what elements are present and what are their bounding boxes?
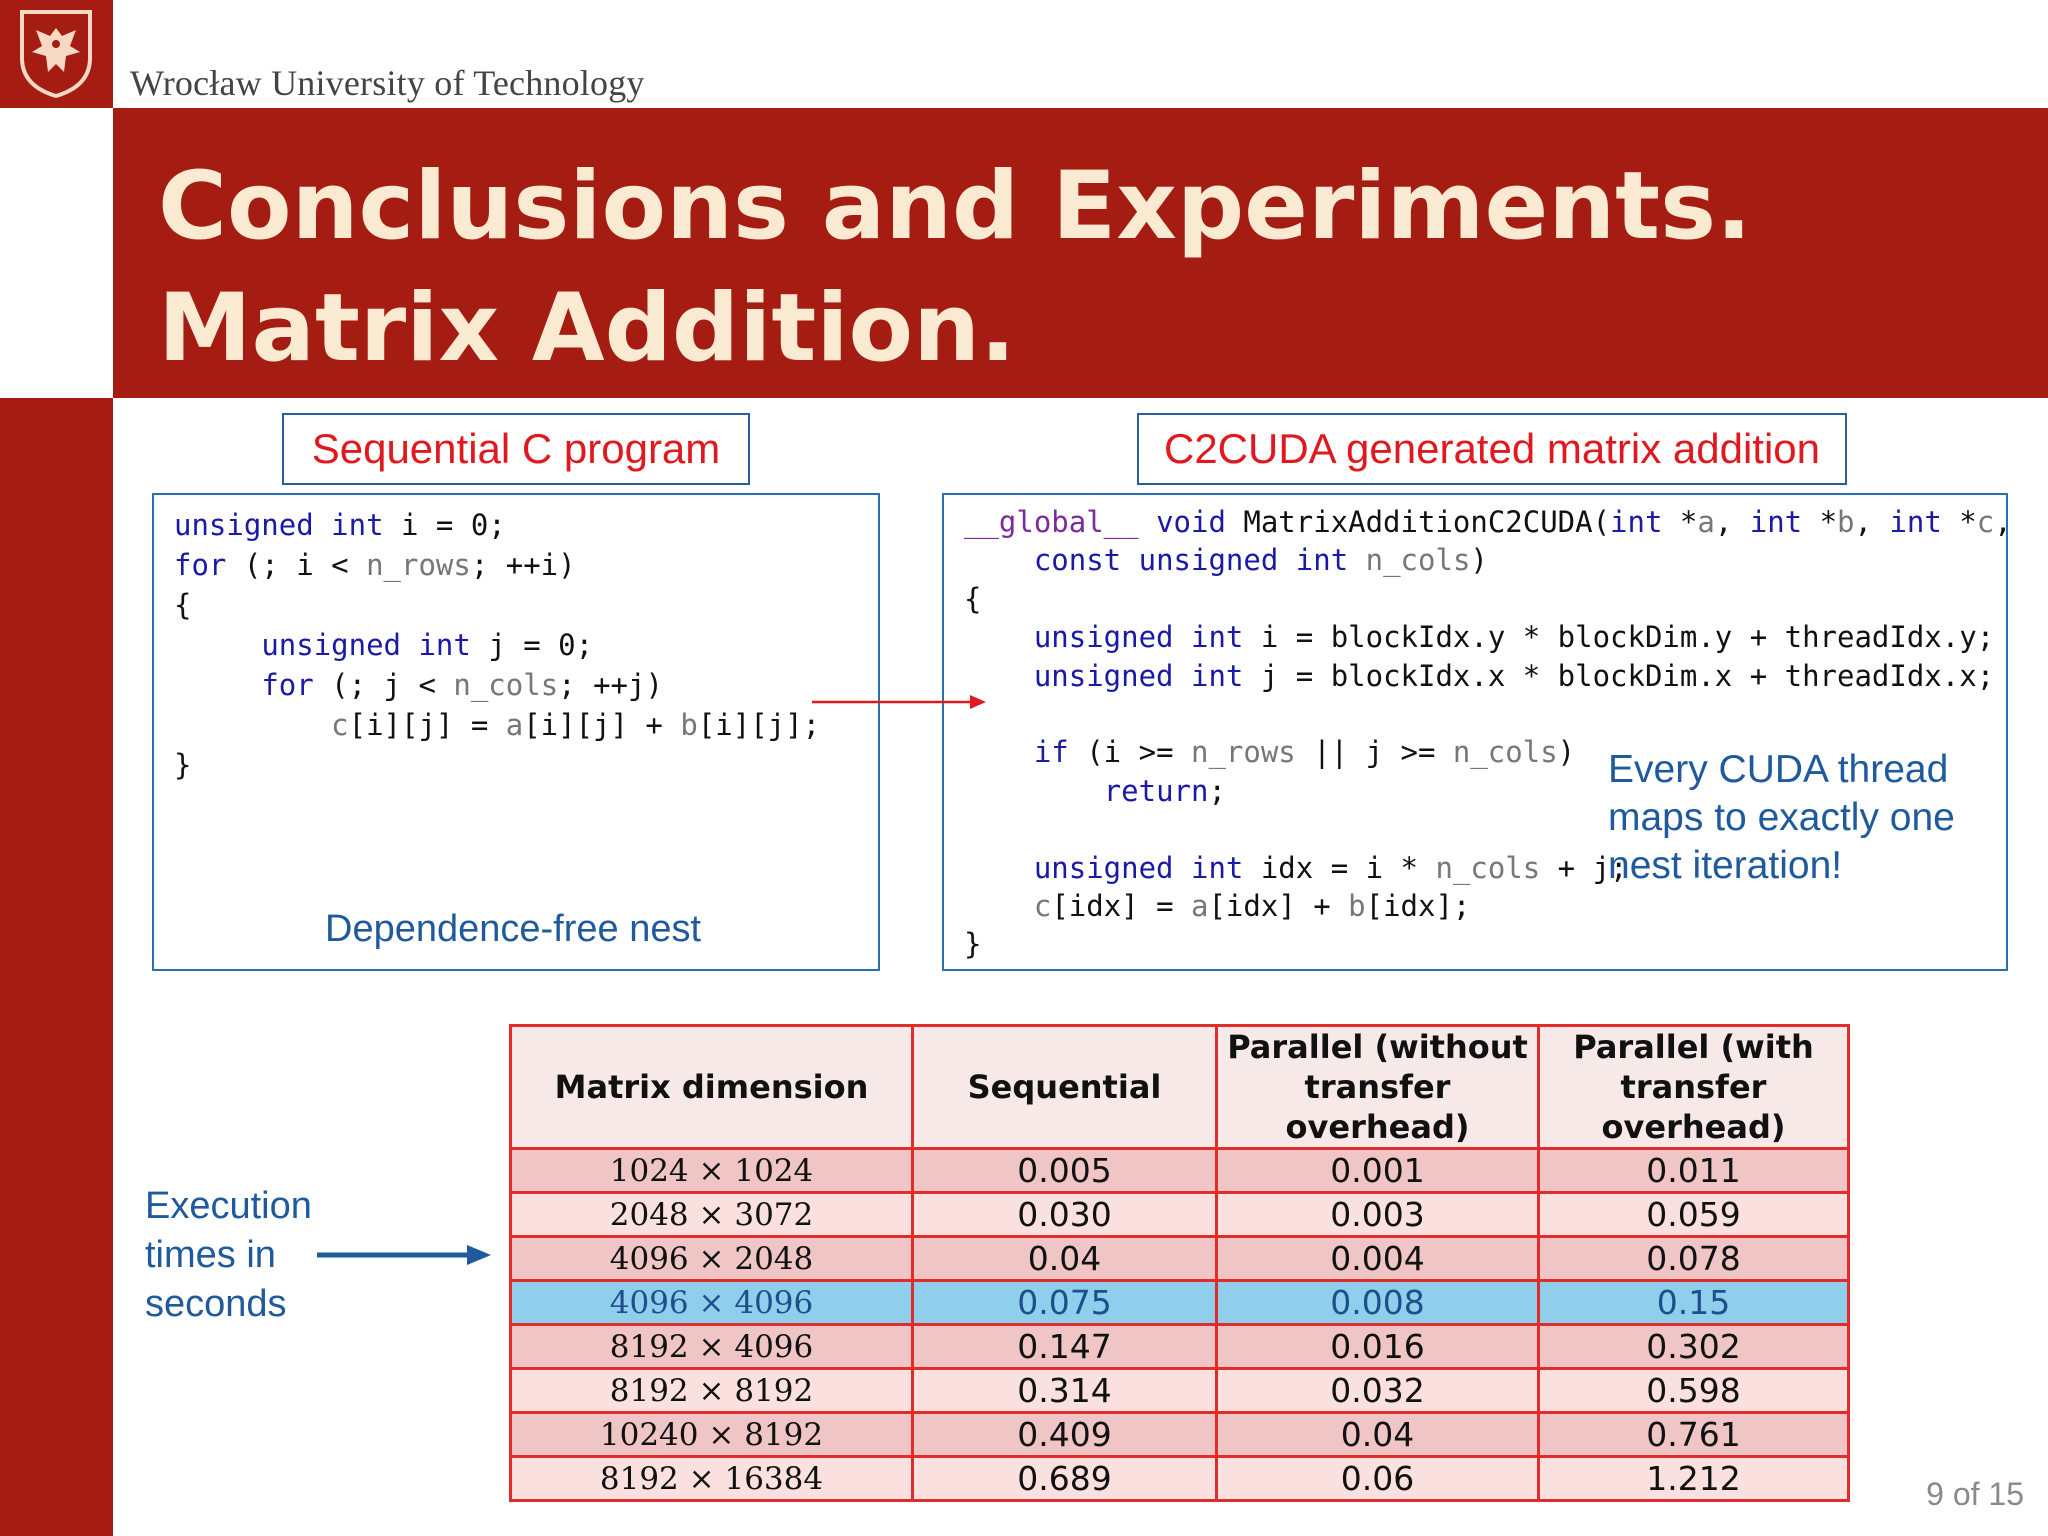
table-row bbox=[511, 1457, 1849, 1501]
time-cell: 0.059 bbox=[1539, 1193, 1849, 1237]
cuda-code bbox=[964, 503, 2012, 964]
matrix-dimension-cell: 4096 × 4096 bbox=[511, 1281, 913, 1325]
code-line: const unsigned int n_cols) bbox=[1033, 543, 1488, 578]
time-cell: 0.761 bbox=[1539, 1413, 1849, 1457]
time-cell: 0.598 bbox=[1539, 1369, 1849, 1413]
table-row bbox=[511, 1413, 1849, 1457]
column-header: Matrix dimension bbox=[511, 1026, 913, 1149]
code-line: unsigned int j = 0; bbox=[261, 628, 594, 662]
cuda-note-line: nest iteration! bbox=[1608, 844, 1843, 887]
exec-note-line: seconds bbox=[145, 1283, 287, 1325]
sequential-code bbox=[174, 505, 820, 785]
title-band bbox=[113, 108, 2048, 398]
time-cell: 0.003 bbox=[1217, 1193, 1539, 1237]
code-line: __global__ void MatrixAdditionC2CUDA(int *a, int *b, int *c, bbox=[964, 505, 2012, 539]
time-cell: 1.212 bbox=[1539, 1457, 1849, 1501]
time-cell: 0.016 bbox=[1217, 1325, 1539, 1369]
code-line: unsigned int j = blockIdx.x * blockDim.x + threadIdx.x; bbox=[1033, 658, 1995, 693]
column-header: Parallel (without transfer overhead) bbox=[1217, 1026, 1539, 1149]
code-line: if (i >= n_rows || j >= n_cols) bbox=[1033, 735, 1576, 770]
time-cell: 0.06 bbox=[1217, 1457, 1539, 1501]
table-row bbox=[511, 1237, 1849, 1281]
cuda-thread-note bbox=[1608, 746, 1955, 890]
matrix-dimension-cell: 4096 × 2048 bbox=[511, 1237, 913, 1281]
code-line: for (; i < n_rows; ++i) bbox=[174, 548, 576, 582]
time-cell: 0.011 bbox=[1539, 1149, 1849, 1193]
code-line: } bbox=[964, 927, 982, 962]
code-line: unsigned int i = 0; bbox=[174, 508, 506, 542]
column-header: Parallel (with transfer overhead) bbox=[1539, 1026, 1849, 1149]
university-name: Wrocław University of Technology bbox=[130, 63, 645, 103]
time-cell: 0.04 bbox=[913, 1237, 1217, 1281]
code-line: { bbox=[174, 588, 192, 622]
time-cell: 0.314 bbox=[913, 1369, 1217, 1413]
exec-note-line: Execution bbox=[145, 1185, 312, 1227]
sequential-label: Sequential C program bbox=[282, 413, 750, 485]
code-line: for (; j < n_cols; ++j) bbox=[261, 668, 663, 702]
cuda-label: C2CUDA generated matrix addition bbox=[1137, 413, 1847, 485]
time-cell: 0.004 bbox=[1217, 1237, 1539, 1281]
time-cell: 0.302 bbox=[1539, 1325, 1849, 1369]
page-number: 9 of 15 bbox=[1926, 1476, 2024, 1512]
matrix-dimension-cell: 2048 × 3072 bbox=[511, 1193, 913, 1237]
code-line: return; bbox=[1103, 773, 1226, 808]
table-row bbox=[511, 1149, 1849, 1193]
time-cell: 0.005 bbox=[913, 1149, 1217, 1193]
code-line: c[i][j] = a[i][j] + b[i][j]; bbox=[331, 708, 821, 742]
code-line: { bbox=[964, 581, 982, 616]
eagle-crest-icon bbox=[16, 6, 96, 100]
university-logo bbox=[0, 0, 113, 108]
time-cell: 0.075 bbox=[913, 1281, 1217, 1325]
time-cell: 0.04 bbox=[1217, 1413, 1539, 1457]
time-cell: 0.032 bbox=[1217, 1369, 1539, 1413]
code-line: c[idx] = a[idx] + b[idx]; bbox=[1033, 889, 1471, 924]
time-cell: 0.030 bbox=[913, 1193, 1217, 1237]
table-row bbox=[511, 1193, 1849, 1237]
table-header-row bbox=[511, 1026, 1849, 1149]
results-table bbox=[509, 1024, 1847, 1498]
matrix-dimension-cell: 8192 × 4096 bbox=[511, 1325, 913, 1369]
right-arrow-icon bbox=[812, 692, 987, 712]
column-header: Sequential bbox=[913, 1026, 1217, 1149]
arrow-to-table-icon bbox=[315, 1240, 495, 1270]
time-cell: 0.689 bbox=[913, 1457, 1217, 1501]
cuda-note-line: maps to exactly one bbox=[1608, 796, 1955, 839]
time-cell: 0.409 bbox=[913, 1413, 1217, 1457]
table-row bbox=[511, 1281, 1849, 1325]
sequential-code-box bbox=[152, 493, 880, 971]
code-line: unsigned int i = blockIdx.y * blockDim.y + threadIdx.y; bbox=[1033, 620, 1995, 655]
dependence-free-note: Dependence-free nest bbox=[325, 908, 702, 950]
time-cell: 0.147 bbox=[913, 1325, 1217, 1369]
matrix-dimension-cell: 1024 × 1024 bbox=[511, 1149, 913, 1193]
time-cell: 0.001 bbox=[1217, 1149, 1539, 1193]
matrix-dimension-cell: 10240 × 8192 bbox=[511, 1413, 913, 1457]
time-cell: 0.008 bbox=[1217, 1281, 1539, 1325]
matrix-dimension-cell: 8192 × 8192 bbox=[511, 1369, 913, 1413]
slide-title: Conclusions and Experiments. Matrix Addition. bbox=[158, 152, 1752, 383]
table-row bbox=[511, 1325, 1849, 1369]
time-cell: 0.15 bbox=[1539, 1281, 1849, 1325]
time-cell: 0.078 bbox=[1539, 1237, 1849, 1281]
exec-note-line: times in bbox=[145, 1234, 276, 1276]
matrix-dimension-cell: 8192 × 16384 bbox=[511, 1457, 913, 1501]
left-brand-bar bbox=[0, 398, 113, 1536]
code-line: } bbox=[174, 748, 192, 782]
execution-times-note bbox=[145, 1182, 312, 1329]
cuda-code-box bbox=[942, 493, 2012, 971]
table-row bbox=[511, 1369, 1849, 1413]
code-line: unsigned int idx = i * n_cols + j; bbox=[1033, 850, 1628, 885]
cuda-note-line: Every CUDA thread bbox=[1608, 748, 1949, 791]
